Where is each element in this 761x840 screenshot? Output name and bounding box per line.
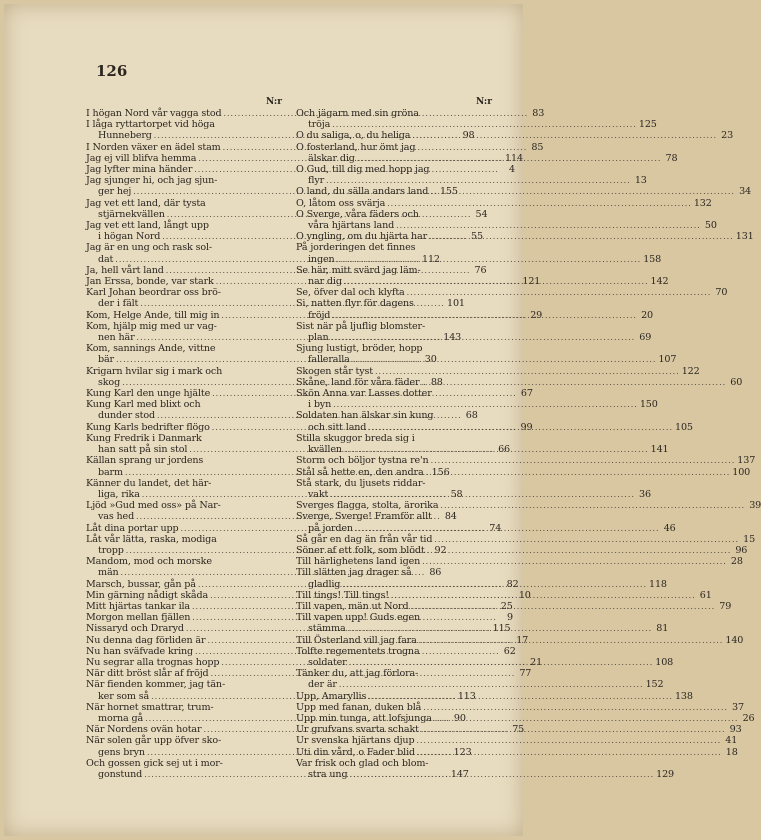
entry-title-line: O Sverge, våra fäders och — [296, 208, 419, 220]
index-entry — [296, 186, 751, 198]
song-number: 81 — [656, 623, 669, 635]
entry-title-line: män — [98, 567, 119, 579]
dot-leader — [440, 500, 745, 511]
entry-title-line: När fienden kommer, jag tän- — [86, 679, 226, 691]
entry-row — [296, 399, 658, 411]
entry-title-line: Morgon mellan fjällen — [86, 612, 191, 624]
entry-title-line: Låt vår lätta, raska, modiga — [86, 533, 217, 545]
dot-leader — [426, 467, 731, 478]
entry-title-line: När Nordens ovän hotar — [86, 724, 202, 736]
index-entry — [296, 197, 712, 209]
nr-header: N:r — [476, 97, 492, 107]
index-entry — [296, 556, 743, 568]
entry-title-line: Känner du landet, det här- — [86, 477, 212, 489]
index-entry — [296, 533, 756, 545]
entry-title-line: Kung Karl med blixt och — [86, 399, 201, 411]
entry-title-line: Till härlighetens land igen — [296, 556, 421, 568]
song-number: 115 — [492, 623, 511, 635]
entry-title-line: O fosterland, hur ömt jag — [296, 141, 416, 153]
entry-title-line: Nissaryd och Draryd — [86, 623, 184, 635]
song-number: 84 — [444, 511, 457, 523]
song-number: 37 — [731, 701, 744, 713]
index-entry — [296, 735, 738, 747]
entry-title-line: våra hjärtans land — [308, 220, 395, 232]
entry-title-line: O, låtom oss svärja — [296, 197, 386, 209]
entry-row — [296, 746, 738, 758]
entry-title-line: Jag vet ett land, långt upp — [86, 220, 209, 232]
entry-title-line: Kom, Helge Ande, till mig in — [86, 309, 220, 321]
index-entry — [296, 477, 651, 500]
entry-title-line: Sjung lustigt, bröder, hopp — [296, 343, 423, 355]
entry-title-line: Krigarn hvilar sig i mark och — [86, 365, 223, 377]
song-number: 9 — [507, 612, 513, 624]
song-number: 55 — [471, 231, 483, 243]
dot-leader — [352, 354, 657, 365]
song-number: 70 — [715, 287, 728, 299]
song-number: 92 — [434, 544, 447, 556]
dot-leader — [427, 545, 732, 556]
entry-title-line: i byn — [308, 399, 332, 411]
entry-title-line: nar dig — [308, 276, 342, 288]
song-number: 121 — [522, 276, 541, 288]
entry-row — [296, 287, 728, 299]
entry-row — [296, 556, 743, 568]
entry-title-line: och sitt land — [308, 421, 367, 433]
song-number: 141 — [650, 444, 669, 456]
index-entry — [296, 712, 755, 724]
entry-title-line: På jorderingen det finnes — [296, 242, 416, 254]
entry-row — [296, 354, 677, 366]
song-number: 82 — [506, 578, 519, 590]
song-number: 90 — [453, 712, 466, 724]
dot-leader — [326, 175, 631, 186]
song-number: 41 — [725, 735, 738, 747]
song-number: 108 — [655, 656, 674, 668]
dot-leader — [368, 691, 673, 702]
entry-row — [296, 253, 662, 265]
song-number: 58 — [450, 488, 463, 500]
song-number: 15 — [743, 533, 756, 545]
index-entry — [296, 208, 717, 232]
entry-title-line: När hornet smattrar, trum- — [86, 701, 214, 713]
entry-title-line: Hunneberg — [98, 130, 152, 142]
song-number: 105 — [675, 421, 693, 433]
entry-title-line: O yngling, om du hjärta har — [296, 231, 428, 243]
song-number: 76 — [474, 264, 487, 276]
song-number: 79 — [719, 600, 732, 612]
entry-row — [296, 186, 751, 198]
entry-title-line: Se, öfver dal och klyfta — [296, 287, 405, 299]
entry-title-line: Jag är en ung och rask sol- — [86, 242, 212, 254]
entry-row — [296, 455, 756, 467]
entry-title-line: stra ung — [308, 768, 348, 780]
entry-title-line: Jan Erssa, bonde, var stark — [86, 276, 214, 288]
dot-leader — [375, 366, 680, 377]
dot-leader — [342, 579, 647, 590]
entry-title-line: skog — [98, 376, 121, 388]
entry-title-line: Se här, mitt svärd jag läm- — [296, 264, 421, 276]
entry-row — [296, 466, 751, 478]
dot-leader — [355, 523, 660, 534]
song-number: 78 — [665, 152, 678, 164]
dot-leader — [339, 679, 644, 690]
entry-title-line: soldater — [308, 656, 347, 668]
song-number: 26 — [742, 712, 755, 724]
song-number: 29 — [530, 309, 543, 321]
entry-title-line: Kom, sannings Ande, vittne — [86, 343, 216, 355]
song-number: 142 — [650, 276, 669, 288]
song-number: 25 — [500, 600, 513, 612]
entry-title-line: Nu han sväfvade kring — [86, 645, 194, 657]
entry-title-line: Upp, Amaryllis — [296, 690, 367, 702]
song-number: 113 — [457, 690, 476, 702]
index-entry — [296, 544, 748, 556]
song-number: 69 — [639, 332, 652, 344]
entry-row — [296, 376, 743, 388]
song-number: 152 — [645, 679, 664, 691]
entry-row — [296, 365, 700, 377]
entry-title-line: Kung Karls bedrifter flögo — [86, 421, 210, 433]
song-number: 98 — [462, 130, 475, 142]
song-number: 114 — [505, 152, 523, 164]
song-number: 112 — [421, 253, 440, 265]
entry-title-line: I högan Nord vår vagga stod — [86, 108, 222, 119]
entry-title-line: I låga ryttartorpet vid höga — [86, 119, 215, 131]
entry-title-line: Skåne, land för våra fäder — [296, 376, 420, 388]
dot-leader — [330, 489, 635, 500]
song-number: 86 — [429, 567, 442, 579]
entry-title-line: Stå stark, du ljusets riddar- — [296, 477, 426, 489]
index-entry — [296, 130, 734, 142]
dot-leader — [407, 287, 712, 298]
page-number: 126 — [96, 62, 128, 80]
dot-leader — [333, 399, 638, 410]
song-number: 23 — [721, 130, 734, 142]
song-number: 21 — [530, 656, 543, 668]
entry-row — [296, 690, 693, 702]
entry-title-line: Ur grufvans svarta schakt — [296, 724, 419, 736]
song-number: 39 — [749, 500, 761, 512]
entry-title-line: barm — [98, 466, 123, 478]
entry-title-line: älskar dig — [308, 152, 355, 164]
entry-title-line: liga, rika — [98, 488, 140, 500]
entry-row — [296, 533, 756, 545]
entry-title-line: Skön Anna var Lasses dotter — [296, 388, 432, 400]
dot-leader — [349, 769, 654, 780]
entry-title-line: dunder stod — [98, 410, 155, 422]
entry-title-line: Nu segrar alla trognas hopp — [86, 656, 220, 668]
entry-row — [296, 175, 647, 187]
entry-title-line: Låt dina portar upp — [86, 522, 179, 534]
dot-leader — [421, 724, 726, 735]
entry-title-line: ger hej — [98, 186, 132, 198]
entry-title-line: Stål så hette en, den andra — [296, 466, 424, 478]
song-number: 96 — [735, 544, 748, 556]
song-number: 107 — [658, 354, 677, 366]
entry-title-line: Och jägarn med sin gröna — [296, 108, 419, 119]
entry-title-line: Var frisk och glad och blom- — [296, 757, 429, 769]
song-number: 20 — [641, 309, 653, 321]
entry-title-line: Tänker du, att jag förlora- — [296, 668, 419, 680]
entry-title-line: Stilla skuggor breda sig i — [296, 432, 415, 444]
entry-title-line: Sverge, Sverge! Framför allt — [296, 511, 432, 523]
entry-title-line: Kom, hjälp mig med ur vag- — [86, 320, 217, 332]
entry-title-line: ker som så — [98, 690, 150, 702]
dot-leader — [419, 635, 724, 646]
book-page — [4, 4, 761, 836]
entry-title-line: stämma — [308, 623, 346, 635]
song-number: 93 — [729, 724, 742, 736]
entry-title-line: der i fält — [98, 298, 139, 310]
dot-leader — [391, 590, 696, 601]
song-number: 75 — [512, 724, 525, 736]
song-number: 129 — [656, 768, 675, 780]
entry-title-line: Mitt hjärtas tankar ila — [86, 600, 190, 612]
index-entry — [296, 757, 675, 780]
entry-title-line: fröjd — [308, 309, 331, 321]
entry-title-line: Jag sjunger hi, och jag sjun- — [86, 175, 218, 187]
entry-title-line: gens bryn — [98, 746, 145, 758]
entry-title-line: Upp med fanan, duken blå — [296, 701, 422, 713]
index-entry — [296, 231, 754, 243]
entry-title-line: tröja — [308, 119, 331, 131]
entry-title-line: Jag lyfter mina händer — [86, 164, 193, 176]
dot-leader — [357, 153, 662, 164]
nr-header: N:r — [266, 97, 282, 107]
entry-row — [296, 500, 761, 512]
entry-title-line: plan — [308, 332, 329, 344]
dot-leader — [431, 455, 736, 466]
song-number: 137 — [737, 455, 756, 467]
song-number: 10 — [518, 589, 531, 601]
song-number: 123 — [453, 746, 472, 758]
entry-title-line: Sverges flagga, stolta, ärorika — [296, 500, 439, 512]
song-number: 132 — [693, 197, 712, 209]
song-number: 50 — [704, 220, 717, 232]
entry-title-line: flyr — [308, 175, 325, 187]
dot-leader — [422, 556, 727, 567]
entry-title-line: Och gossen gick sej ut i mor- — [86, 757, 223, 769]
dot-leader — [331, 332, 636, 343]
entry-title-line: När ditt bröst slår af fröjd — [86, 668, 209, 680]
entry-title-line: Karl Johan beordrar oss brö- — [86, 287, 221, 299]
dot-leader — [423, 702, 728, 713]
song-number: 28 — [730, 556, 743, 568]
entry-title-line: dat — [98, 253, 114, 265]
song-number: 17 — [516, 634, 529, 646]
entry-row — [296, 701, 744, 713]
song-number: 66 — [498, 444, 510, 456]
entry-title-line: Till vapen, män ut Nord — [296, 600, 409, 612]
index-entry — [296, 365, 700, 377]
song-number: 61 — [699, 589, 712, 601]
dot-leader — [387, 198, 692, 209]
index-entry — [296, 701, 744, 713]
index-entry — [296, 466, 751, 478]
entry-title-line: Marsch, bussar, gån på — [86, 578, 196, 590]
index-entry — [296, 343, 677, 366]
index-entry — [296, 500, 761, 512]
song-number: 62 — [503, 645, 516, 657]
entry-title-line: O land, du sälla andars land — [296, 186, 429, 198]
entry-row — [296, 197, 712, 209]
dot-leader — [410, 601, 715, 612]
song-number: 36 — [639, 488, 651, 500]
entry-title-line: Min gärning nådigt skåda — [86, 589, 209, 601]
entry-title-line: I Norden växer en ädel stam — [86, 141, 221, 153]
entry-title-line: morna gå — [98, 712, 144, 724]
song-number: 99 — [520, 421, 533, 433]
dot-leader — [417, 747, 722, 758]
entry-title-line: på jorden — [308, 522, 353, 534]
entry-row — [296, 231, 754, 243]
entry-row — [296, 544, 748, 556]
entry-title-line: Jag vet ett land, där tysta — [86, 197, 206, 209]
entry-title-line: tropp — [98, 544, 124, 556]
entry-row — [296, 119, 657, 131]
index-entry — [296, 320, 652, 344]
dot-leader — [337, 254, 642, 265]
entry-title-line: nen här — [98, 332, 135, 344]
index-entry — [296, 164, 647, 187]
song-number: 13 — [634, 175, 647, 187]
entry-title-line: kvällen — [308, 444, 342, 456]
song-number: 100 — [732, 466, 751, 478]
entry-title-line: O Gud, till dig med hopp jag — [296, 164, 430, 176]
index-entry — [296, 746, 738, 758]
song-number: 60 — [730, 376, 743, 388]
index-entry — [296, 376, 743, 388]
dot-leader — [412, 130, 717, 141]
song-number: 131 — [735, 231, 754, 243]
song-number: 30 — [424, 354, 437, 366]
entry-title-line: När solen går upp öfver sko- — [86, 735, 222, 747]
song-number: 118 — [649, 578, 667, 590]
entry-title-line: Mandom, mod och morske — [86, 556, 212, 568]
entry-title-line: Skogen står tyst — [296, 365, 373, 377]
entry-title-line: Ur svenska hjärtans djup — [296, 735, 415, 747]
entry-title-line: Storm och böljor tystna re'n — [296, 455, 429, 467]
entry-title-line: han satt på sin stol — [98, 444, 188, 456]
entry-title-line: Uti din vård, o Fader blid — [296, 746, 415, 758]
entry-title-line: Till tings! Till tings! — [296, 589, 389, 601]
entry-title-line: Till vapen upp! Guds egen — [296, 612, 421, 624]
song-number: 83 — [532, 108, 545, 119]
entry-title-line: O du saliga, o, du heliga — [296, 130, 411, 142]
song-number: 18 — [725, 746, 738, 758]
entry-title-line: vakt — [308, 488, 329, 500]
song-number: 4 — [509, 164, 515, 176]
entry-title-line: Till slätten jag drager så — [296, 567, 412, 579]
entry-title-line: Nu denna dag förliden är — [86, 634, 206, 646]
song-number: 156 — [431, 466, 450, 478]
entry-title-line: gladlig — [308, 578, 341, 590]
entry-title-line: Källan sprang ur jordens — [86, 455, 204, 467]
song-number: 68 — [465, 410, 478, 422]
song-number: 138 — [674, 690, 693, 702]
entry-title-line: Upp min tunga, att lofsjunga — [296, 712, 432, 724]
dot-leader — [368, 422, 673, 433]
song-number: 88 — [430, 376, 443, 388]
song-number: 101 — [446, 298, 465, 310]
entry-title-line: Sist när på ljuflig blomster- — [296, 320, 426, 332]
song-number: 46 — [663, 522, 676, 534]
song-number: 158 — [643, 253, 662, 265]
song-number: 150 — [639, 399, 658, 411]
entry-title-line: i högan Nord — [98, 231, 161, 243]
song-number: 125 — [638, 119, 657, 131]
dot-leader — [332, 310, 637, 321]
dot-leader — [430, 186, 735, 197]
song-number: 34 — [739, 186, 751, 198]
song-number: 54 — [475, 208, 488, 220]
dot-leader — [421, 377, 726, 388]
entry-title-line: Till Österland vill jag fara — [296, 634, 417, 646]
dot-leader — [349, 657, 654, 668]
song-number: 143 — [443, 332, 462, 344]
entry-title-line: Tolfte regementets trogna — [296, 645, 420, 657]
entry-title-line: Jag ej vill blifva hemma — [86, 152, 197, 164]
entry-title-line: Kung Karl den unge hjälte — [86, 388, 211, 400]
entry-row — [296, 712, 755, 724]
dot-leader — [348, 623, 653, 634]
entry-title-line: der är — [308, 679, 337, 691]
entry-title-line: Ljöd »Gud med oss» på Nar- — [86, 500, 221, 512]
dot-leader — [434, 534, 739, 545]
song-number: 122 — [681, 365, 700, 377]
index-entry — [296, 242, 662, 265]
entry-title-line: Ja, hell vårt land — [86, 264, 164, 276]
song-number: 77 — [519, 668, 532, 680]
entry-title-line: Soldaten han älskar sin kung — [296, 410, 434, 422]
entry-title-line: Så går en dag än från vår tid — [296, 533, 433, 545]
entry-row — [296, 735, 738, 747]
entry-title-line: bär — [98, 354, 114, 366]
song-number: 74 — [489, 522, 502, 534]
entry-title-line: Si, natten flyr för dagens — [296, 298, 414, 310]
dot-leader — [344, 444, 649, 455]
entry-row — [296, 130, 734, 142]
song-number: 140 — [725, 634, 744, 646]
song-number: 67 — [520, 388, 533, 400]
entry-row — [296, 332, 652, 344]
entry-title-line: falleralla — [308, 354, 350, 366]
entry-title-line: gonstund — [98, 768, 143, 780]
song-number: 85 — [531, 141, 544, 153]
index-entry — [296, 287, 728, 299]
entry-title-line: Söner af ett folk, som blödt — [296, 544, 425, 556]
index-entry — [296, 690, 693, 702]
dot-leader — [429, 231, 734, 242]
entry-title-line: ingen — [308, 253, 335, 265]
index-entry — [296, 455, 756, 467]
dot-leader — [344, 276, 649, 287]
entry-row — [296, 679, 664, 691]
dot-leader — [396, 220, 701, 231]
entry-title-line: vas hed — [98, 511, 135, 523]
entry-row — [296, 488, 651, 500]
entry-title-line: Kung Fredrik i Danmark — [86, 432, 202, 444]
entry-row — [296, 220, 717, 232]
entry-row — [296, 768, 675, 780]
song-number: 155 — [439, 186, 458, 198]
dot-leader — [434, 713, 739, 724]
dot-leader — [332, 119, 637, 130]
entry-title-line: stjärnekvällen — [98, 208, 165, 220]
dot-leader — [416, 735, 721, 746]
song-number: 147 — [450, 768, 469, 780]
